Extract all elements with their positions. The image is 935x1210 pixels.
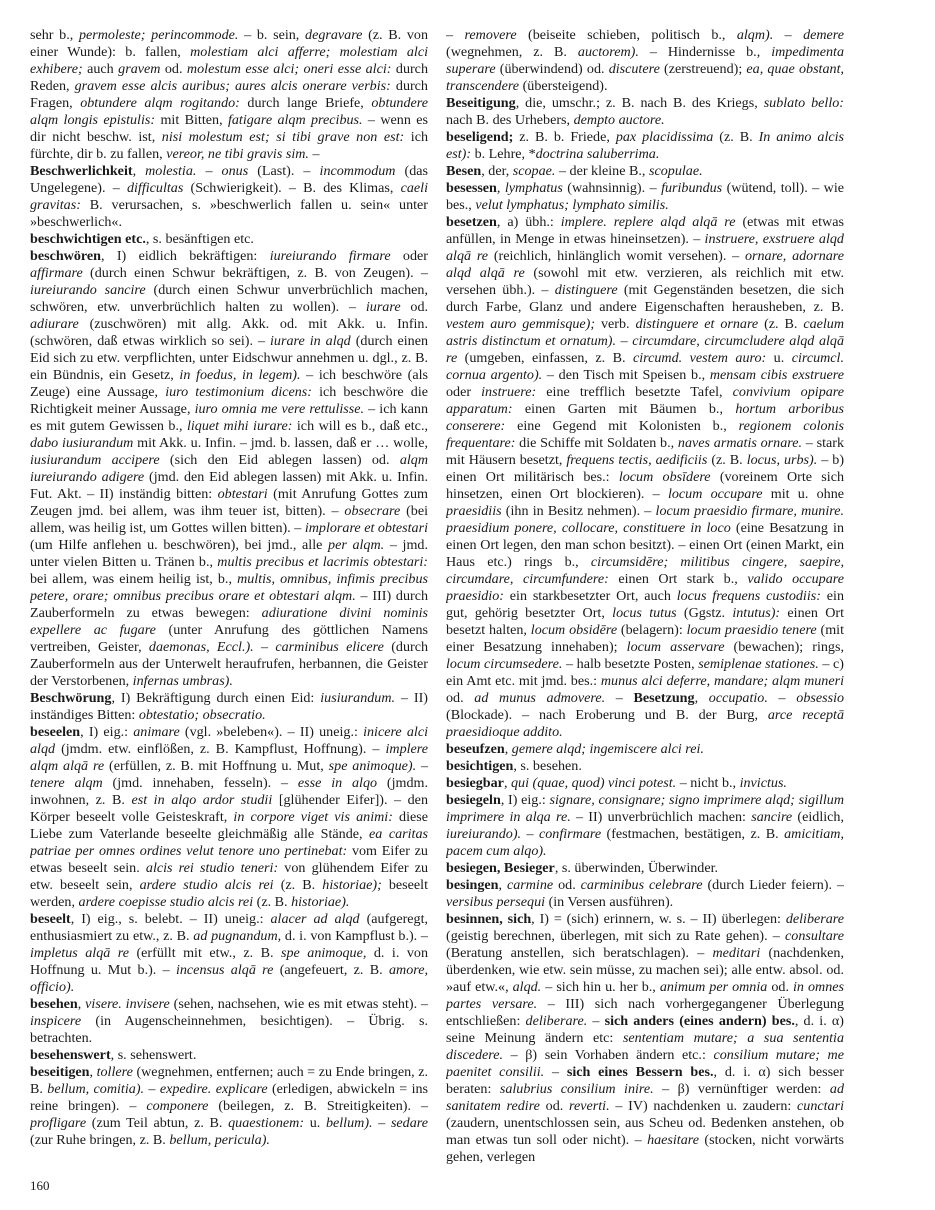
dictionary-entry: beseitigen, tollere (wegnehmen, entfernen; auch = zu Ende bringen, z. B. bellum, comitia). – expedire. explicare (erledigen, abwickeln = ins reine bringen). – componere (beilegen, z. B. Streitigkeiten). – profligare (zum Teil abtun, z. B. quaestionem: u. bellum). – sedare (zur Ruhe bringen, z. B. bellum, pericula).	[30, 1064, 428, 1148]
dictionary-entry: besiegbar, qui (quae, quod) vinci potest. – nicht b., invictus.	[446, 775, 787, 791]
dictionary-entry: besehen, visere. invisere (sehen, nachsehen, wie es mit etwas steht). – inspicere (in Augenscheinnehmen, besichtigen). – Übrig. s. betrachten.	[30, 996, 428, 1046]
dictionary-entry: beschwören, I) eidlich bekräftigen: iureiurando firmare oder affirmare (durch einen Schwur bekräftigen, z. B. von Zeugen). – iureiurando sancire (durch einen Schwur unverbrüchlich machen, schwören, etw. unverbrüchlich halten zu wollen). – iurare od. adiurare (zuschwören) mit allg. Akk. od. mit Akk. u. Infin. (schwören, daß etwas wirklich so sei). – iurare in alqd (durch einen Eid sich zu etw. verpflichten, unter Eidschwur annehmen u. dgl., z. B. ein Bündnis, ein Gesetz, in foedus, in legem). – ich beschwöre (als Zeuge) eine Aussage, iuro testimonium dicens: ich beschwöre die Richtigkeit meiner Aussage, iuro omnia me vere rettulisse. – ich kann es mit gutem Gewissen b., liquet mihi iurare: ich will es b., daß etc., dabo iusiurandum mit Akk. u. Infin. – jmd. b. lassen, daß er … wolle, iusiurandum accipere (sich den Eid ablegen lassen) od. alqm iureiurando adigere (jmd. den Eid ablegen lassen) mit Akk. u. Infin. Fut. Akt. – II) inständig bitten: obtestari (mit Anrufung Gottes zum Zeugen jmd. bei allem, was ihm teuer ist, bitten). – obsecrare (bei allem, was heilig ist, um Gottes willen bitten). – implorare et obtestari (um Hilfe anflehen u. beschwören), bei jmd., alle per alqm. – jmd. unter vielen Bitten u. Tränen b., multis precibus et lacrimis obtestari: bei allem, was einem heilig ist, b., multis, omnibus, infimis precibus petere, orare; omnibus precibus orare et obtestari alqm. – III) durch Zauberformeln zu etwas bewegen: adiuratione divini nominis expellere ac fugare (unter Anrufung des göttlichen Namens vertreiben, Geister, daemonas, Eccl.). – carminibus elicere (durch Zauberformeln aus der Unterwelt heraufrufen, herbannen, die Geister der Verstorbenen, infernas umbras).	[30, 248, 428, 689]
dictionary-entry: besehenswert, s. sehenswert.	[30, 1047, 197, 1063]
right-column	[446, 27, 844, 1177]
dictionary-entry: Besen, der, scopae. – der kleine B., scopulae.	[446, 163, 703, 179]
dictionary-entry: besiegeln, I) eig.: signare, consignare; signo imprimere alqd; sigillum imprimere in alqa re. – II) unverbrüchlich machen: sancire (eidlich, iureiurando). – confirmare (festmachen, bestätigen, z. B. amicitiam, pacem cum alqo).	[446, 792, 844, 859]
left-column	[30, 27, 428, 1177]
dictionary-entry: Beseitigung, die, umschr.; z. B. nach B. des Kriegs, sublato bello: nach B. des Urhebers, dempto auctore.	[446, 95, 844, 128]
dictionary-entry: – removere (beiseite schieben, politisch b., alqm). – demere (wegnehmen, z. B. auctorem). – Hindernisse b., impedimenta superare (überwindend) od. discutere (zerstreuend); ea, quae obstant, transcendere (übersteigend).	[446, 27, 844, 94]
dictionary-entry: beseelt, I) eig., s. belebt. – II) uneig.: alacer ad alqd (aufgeregt, enthusiasmiert zu etw., z. B. ad pugnandum, d. i. von Kampflust b.). – impletus alqā re (erfüllt mit etw., z. B. spe animoque, d. i. von Hoffnung u. Mut b.). – incensus alqā re (angefeuert, z. B. amore, officio).	[30, 911, 428, 995]
dictionary-entry: besichtigen, s. besehen.	[446, 758, 582, 774]
page-number: 160	[30, 1178, 50, 1193]
dictionary-entry: beschwichtigen etc., s. besänftigen etc.	[30, 231, 254, 247]
dictionary-entry: besinnen, sich, I) = (sich) erinnern, w. s. – II) überlegen: deliberare (geistig berechnen, überlegen, mit sich zu Rate gehen). – consultare (Beratung anstellen, sich beratschlagen). – meditari (nachdenken, überdenken, wie etw. sein müsse, zu machen sei); alle entw. absol. od. »auf etw.«, alqd. – sich hin u. her b., animum per omnia od. in omnes partes versare. – III) sich nach vorhergegangener Überlegung entschließen: deliberare. – sich anders (eines andern) bes., d. i. α) seine Meinung ändern etc: sententiam mutare; a sua sententia discedere. – β) sein Vorhaben ändern etc.: consilium mutare; me paenitet consilii. – sich eines Bessern bes., d. i. α) sich besser beraten: salubrius consilium inire. – β) vernünftiger werden: ad sanitatem redire od. reverti. – IV) nachdenken u. zaudern: cunctari (zaudern, unentschlossen sein, aus Scheu od. Bedenken anstehen, ob man etwas tun soll oder nicht). – haesitare (stocken, nicht vorwärts gehen, verlegen	[446, 911, 844, 1165]
dictionary-entry: besetzen, a) übh.: implere. replere alqd alqā re (etwas mit etwas anfüllen, in Menge in etwas hineinsetzen). – instruere, exstruere alqd alqā re (reichlich, hinlänglich womit versehen). – ornare, adornare alqd alqā re (sowohl mit etw. verzieren, als reichlich mit etw. versehen übh.). – distinguere (mit Gegenständen besetzen, die sich durch Farbe, Glanz und andere Eigenschaften herausheben, z. B. vestem auro gemmisque); verb. distinguere et ornare (z. B. caelum astris distinctum et ornatum). – circumdare, circumcludere alqd alqā re (umgeben, einfassen, z. B. circumd. vestem auro: u. circumcl. cornua argento). – den Tisch mit Speisen b., mensam cibis exstruere oder instruere: eine trefflich besetzte Tafel, convivium opipare apparatum: einen Garten mit Bäumen b., hortum arboribus conserere: eine Gegend mit Kolonisten b., regionem colonis frequentare: die Schiffe mit Soldaten b., naves armatis ornare. – stark mit Häusern besetzt, frequens tectis, aedificiis (z. B. locus, urbs). – b) einen Ort militärisch bes.: locum obsīdere (voreinem Orte sich hinsetzen, einen Ort blockieren). – locum occupare mit u. ohne praesidiis (ihn in Besitz nehmen). – locum praesidio firmare, munire. praesidium ponere, collocare, constituere in loco (eine Besatzung in einen Ort legen, den man schon besitzt). – einen Ort (einen Markt, ein Haus etc.) rings b., circumsidēre; militibus cingere, saepire, circumdare, circumfundere: einen Ort stark b., valido occupare praesidio: ein starkbesetzter Ort, auch locus frequens custodiis: ein gut, gehörig besetzter Ort, locus tutus (Ggstz. intutus): einen Ort besetzt halten, locum obsidēre (belagern): locum praesidio tenere (mit einer Besatzung innehaben); locum asservare (bewachen); rings, locum circumsedere. – halb besetzte Posten, semiplenae stationes. – c) ein Amt etc. mit jmd. bes.: munus alci deferre, mandare; alqm muneri od. ad munus admovere. – Besetzung, occupatio. – obsessio (Blockade). – nach Eroberung und B. der Burg, arce receptā praesidioque addito.	[446, 214, 844, 740]
dictionary-entry: Beschwerlichkeit, molestia. – onus (Last). – incommodum (das Ungelegene). – difficultas (Schwierigkeit). – B. des Klimas, caeli gravitas: B. verursachen, s. »beschwerlich fallen u. sein« unter »beschwerlich«.	[30, 163, 428, 230]
dictionary-entry: besiegen, Besieger, s. überwinden, Überwinder.	[446, 860, 719, 876]
dictionary-entry: besessen, lymphatus (wahnsinnig). – furibundus (wütend, toll). – wie bes., velut lymphatus; lymphato similis.	[446, 180, 844, 213]
dictionary-entry: beseligend; z. B. b. Friede, pax placidissima (z. B. In animo alcis est): b. Lehre, *doctrina saluberrima.	[446, 129, 844, 162]
dictionary-entry: besingen, carmine od. carminibus celebrare (durch Lieder feiern). – versibus persequi (in Versen ausführen).	[446, 877, 844, 910]
dictionary-entry: sehr b., permoleste; perincommode. – b. sein, degravare (z. B. von einer Wunde): b. fallen, molestiam alci afferre; molestiam alci exhibere; auch gravem od. molestum esse alci; oneri esse alci: durch Reden, gravem esse alcis auribus; aures alcis onerare verbis: durch Fragen, obtundere alqm rogitando: durch lange Briefe, obtundere alqm longis epistulis: mit Bitten, fatigare alqm precibus. – wenn es dir nicht beschw. ist, nisi molestum est; si tibi grave non est: ich fürchte, dir b. zu fallen, vereor, ne tibi gravis sim. –	[30, 27, 428, 162]
dictionary-entry: beseelen, I) eig.: animare (vgl. »beleben«). – II) uneig.: inicere alci alqd (jmdm. etw. einflößen, z. B. Kampflust, Hoffnung). – implere alqm alqā re (erfüllen, z. B. mit Hoffnung u. Mut, spe animoque). – tenere alqm (jmd. innehaben, fesseln). – esse in alqo (jmdm. inwohnen, z. B. est in alqo ardor studii [glühender Eifer]). – den Körper beseelt volle Geisteskraft, in corpore viget vis animi: diese Liebe zum Vaterlande beseelte gleichmäßig alle Stände, ea caritas patriae per omnes ordines velut tenore uno pertinebat: vom Eifer zu etwas beseelt sein. alcis rei studio teneri: von glühendem Eifer zu etw. beseelt sein, ardere studio alcis rei (z. B. historiae); beseelt werden, ardere coepisse studio alcis rei (z. B. historiae).	[30, 724, 428, 910]
dictionary-entry: beseufzen, gemere alqd; ingemiscere alci rei.	[446, 741, 704, 757]
dictionary-entry: Beschwörung, I) Bekräftigung durch einen Eid: iusiurandum. – II) inständiges Bitten: obtestatio; obsecratio.	[30, 690, 428, 723]
